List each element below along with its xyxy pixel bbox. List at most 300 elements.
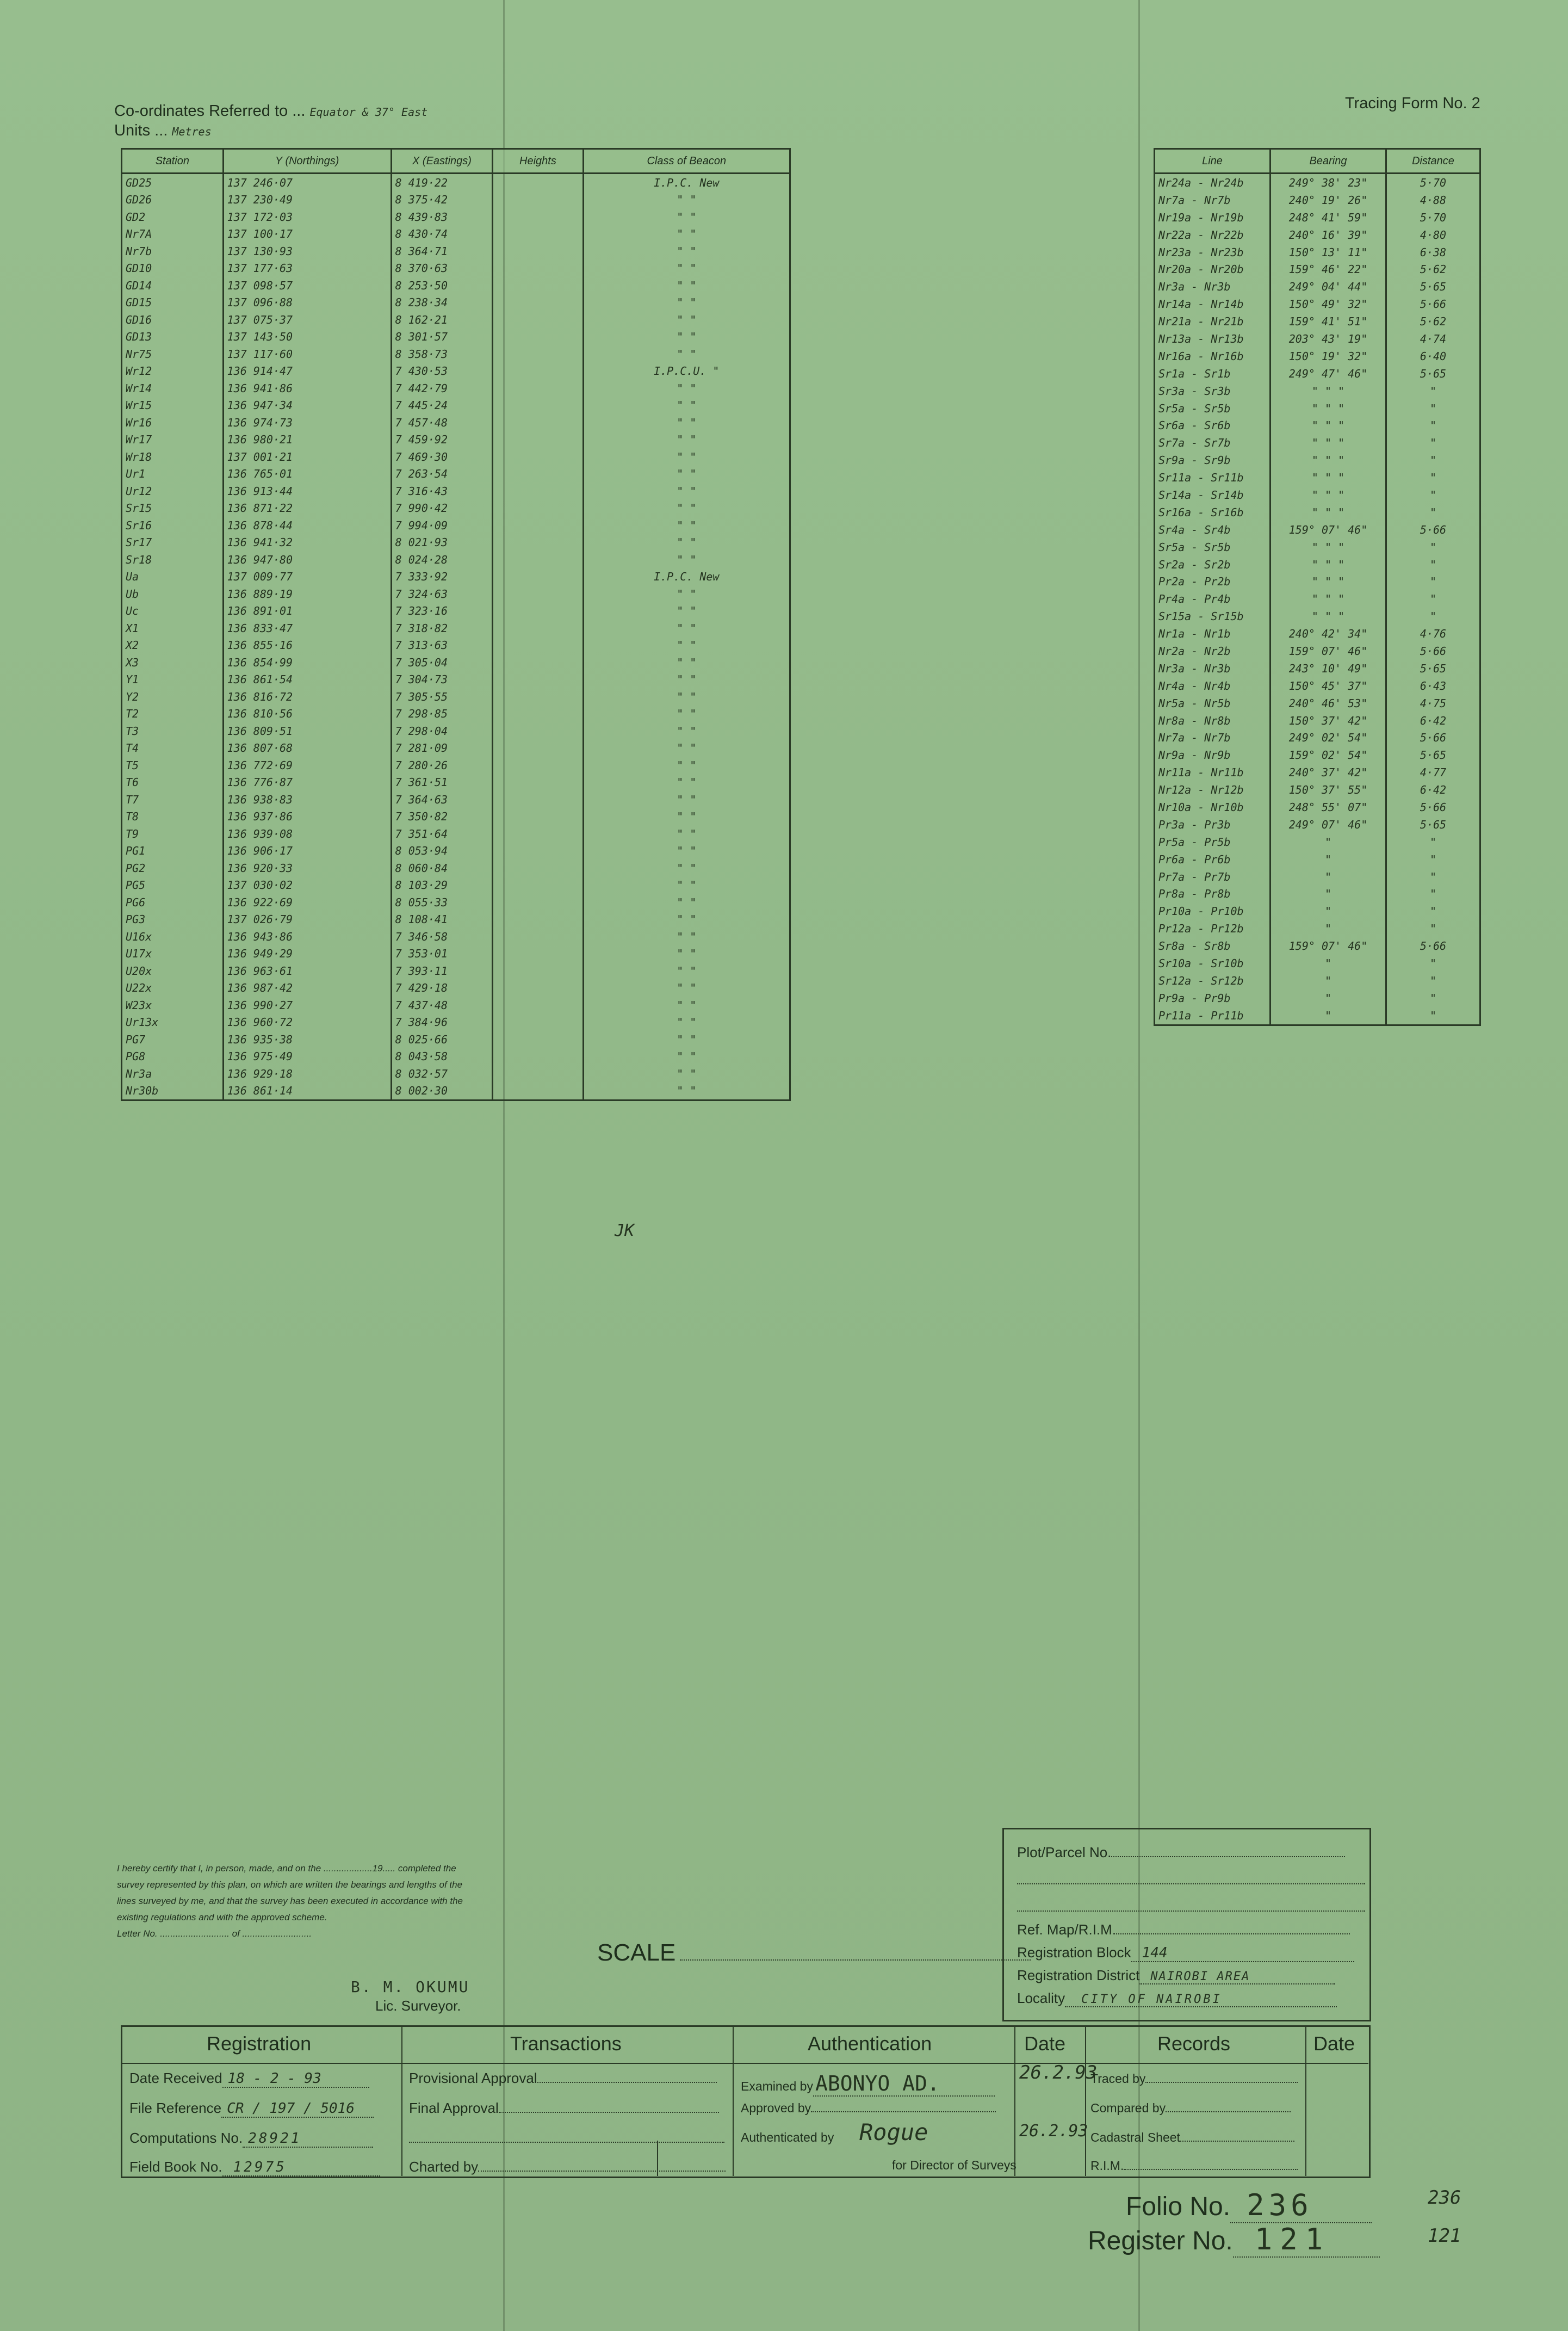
height-cell	[493, 860, 583, 877]
authenticated-date: 26.2.93	[1019, 2122, 1088, 2141]
easting-cell: 8 108·41	[391, 911, 493, 929]
line-cell: Sr10a - Sr10b	[1155, 955, 1270, 972]
station-cell: T9	[122, 825, 224, 843]
line-cell: Nr13a - Nr13b	[1155, 330, 1270, 348]
easting-cell: 7 318·82	[391, 620, 493, 637]
distance-cell: 5·65	[1386, 365, 1480, 382]
easting-cell: 8 358·73	[391, 345, 493, 363]
beacon-class-cell: " "	[583, 945, 790, 963]
distance-cell: 4·74	[1386, 330, 1480, 348]
distance-cell: "	[1386, 590, 1480, 608]
station-cell: Ur12	[122, 483, 224, 500]
table-row	[122, 774, 790, 792]
table-row	[122, 363, 790, 380]
beacon-class-cell: " "	[583, 791, 790, 808]
line-cell: Sr4a - Sr4b	[1155, 521, 1270, 539]
easting-cell: 7 316·43	[391, 483, 493, 500]
records-title: Records	[1157, 2032, 1231, 2055]
line-cell: Sr3a - Sr3b	[1155, 382, 1270, 400]
line-cell: Sr1a - Sr1b	[1155, 365, 1270, 382]
northing-cell: 137 096·88	[223, 294, 391, 312]
height-cell	[493, 654, 583, 671]
line-cell: Sr15a - Sr15b	[1155, 608, 1270, 625]
easting-cell: 7 350·82	[391, 808, 493, 826]
line-cell: Sr9a - Sr9b	[1155, 452, 1270, 469]
northing-cell: 136 810·56	[223, 706, 391, 723]
height-cell	[493, 962, 583, 980]
northing-cell: 136 776·87	[223, 774, 391, 792]
station-cell: Nr3a	[122, 1065, 224, 1083]
auth-date-title: Date	[1024, 2032, 1066, 2055]
line-cell: Nr23a - Nr23b	[1155, 244, 1270, 261]
bearing-cell: "	[1270, 1007, 1386, 1025]
height-cell	[493, 397, 583, 415]
station-cell: GD13	[122, 329, 224, 346]
table-row	[1155, 902, 1480, 920]
northing-cell: 137 009·77	[223, 568, 391, 586]
bearing-cell: 240° 19' 26"	[1270, 191, 1386, 209]
table-row	[1155, 486, 1480, 504]
height-cell	[493, 174, 583, 191]
station-cell: U22x	[122, 980, 224, 997]
line-cell: Sr14a - Sr14b	[1155, 486, 1270, 504]
table-row	[122, 671, 790, 689]
table-row	[122, 585, 790, 603]
table-row	[122, 962, 790, 980]
northing-cell: 136 949·29	[223, 945, 391, 963]
transactions-title: Transactions	[510, 2032, 622, 2055]
height-cell	[493, 363, 583, 380]
distance-cell: "	[1386, 573, 1480, 590]
bearing-cell: 249° 07' 46"	[1270, 816, 1386, 833]
table-row	[122, 706, 790, 723]
height-cell	[493, 208, 583, 226]
easting-cell: 8 419·22	[391, 174, 493, 191]
col-line: Line	[1155, 149, 1270, 174]
station-cell: PG2	[122, 860, 224, 877]
northing-cell: 136 871·22	[223, 500, 391, 517]
station-cell: PG7	[122, 1031, 224, 1048]
northing-cell: 136 929·18	[223, 1065, 391, 1083]
easting-cell: 8 060·84	[391, 860, 493, 877]
northing-cell: 136 963·61	[223, 962, 391, 980]
line-cell: Nr7a - Nr7b	[1155, 191, 1270, 209]
director-label: for Director of Surveys	[892, 2158, 1017, 2172]
northing-cell: 136 947·34	[223, 397, 391, 415]
easting-cell: 7 393·11	[391, 962, 493, 980]
beacon-class-cell: " "	[583, 928, 790, 945]
distance-cell: "	[1386, 833, 1480, 851]
beacon-class-cell: " "	[583, 345, 790, 363]
bearing-cell: 159° 41' 51"	[1270, 313, 1386, 330]
distance-cell: 5·62	[1386, 261, 1480, 278]
station-cell: T4	[122, 740, 224, 757]
distance-cell: "	[1386, 504, 1480, 521]
rim-field: R.I.M.	[1090, 2159, 1298, 2173]
table-row	[122, 483, 790, 500]
station-cell: Ub	[122, 585, 224, 603]
beacon-class-cell: " "	[583, 706, 790, 723]
table-row	[122, 740, 790, 757]
table-row	[122, 945, 790, 963]
station-cell: X2	[122, 637, 224, 654]
table-row	[122, 808, 790, 826]
northing-cell: 136 941·86	[223, 380, 391, 397]
line-cell: Sr12a - Sr12b	[1155, 972, 1270, 990]
easting-cell: 7 304·73	[391, 671, 493, 689]
table-row	[1155, 937, 1480, 955]
northing-cell: 136 906·17	[223, 843, 391, 860]
easting-cell: 7 346·58	[391, 928, 493, 945]
table-row	[1155, 174, 1480, 191]
line-cell: Sr2a - Sr2b	[1155, 556, 1270, 573]
line-cell: Sr6a - Sr6b	[1155, 417, 1270, 434]
distance-cell: 6·38	[1386, 244, 1480, 261]
surveyor-title: Lic. Surveyor.	[375, 1998, 461, 2014]
table-row	[122, 620, 790, 637]
locality-field: Locality CITY OF NAIROBI	[1017, 1990, 1337, 2007]
bearing-cell: 159° 46' 22"	[1270, 261, 1386, 278]
table-row	[122, 928, 790, 945]
station-cell: X1	[122, 620, 224, 637]
station-cell: Nr75	[122, 345, 224, 363]
easting-cell: 7 442·79	[391, 380, 493, 397]
table-row	[122, 654, 790, 671]
beacon-class-cell: " "	[583, 397, 790, 415]
station-cell: Wr16	[122, 414, 224, 431]
distance-cell: "	[1386, 539, 1480, 556]
line-cell: Nr22a - Nr22b	[1155, 226, 1270, 244]
records-date-title: Date	[1313, 2032, 1355, 2055]
table-row	[1155, 226, 1480, 244]
northing-cell: 136 960·72	[223, 1014, 391, 1031]
station-cell: T7	[122, 791, 224, 808]
table-row	[1155, 833, 1480, 851]
table-row	[122, 997, 790, 1014]
easting-cell: 7 445·24	[391, 397, 493, 415]
distance-cell: 6·42	[1386, 781, 1480, 799]
table-row	[122, 791, 790, 808]
beacon-class-cell: " "	[583, 260, 790, 277]
beacon-class-cell: " "	[583, 620, 790, 637]
height-cell	[493, 688, 583, 706]
bearing-cell: " " "	[1270, 539, 1386, 556]
bearing-cell: 249° 02' 54"	[1270, 729, 1386, 747]
easting-cell: 7 457·48	[391, 414, 493, 431]
northing-cell: 136 922·69	[223, 894, 391, 911]
transactions-blank-line	[409, 2130, 724, 2147]
easting-cell: 7 298·85	[391, 706, 493, 723]
height-cell	[493, 808, 583, 826]
northing-cell: 136 914·47	[223, 363, 391, 380]
beacon-class-cell: " "	[583, 603, 790, 620]
easting-cell: 8 053·94	[391, 843, 493, 860]
beacon-class-cell: " "	[583, 294, 790, 312]
beacon-class-cell: " "	[583, 877, 790, 894]
table-row	[1155, 400, 1480, 417]
beacon-class-cell: " "	[583, 1065, 790, 1083]
height-cell	[493, 568, 583, 586]
beacon-class-cell: " "	[583, 380, 790, 397]
table-row	[122, 1065, 790, 1083]
table-row	[1155, 504, 1480, 521]
table-row	[1155, 539, 1480, 556]
table-row	[122, 500, 790, 517]
height-cell	[493, 294, 583, 312]
authentication-signature: Rogue	[859, 2119, 928, 2145]
table-row	[1155, 799, 1480, 816]
station-cell: PG6	[122, 894, 224, 911]
bearing-cell: " " "	[1270, 382, 1386, 400]
table-row	[122, 843, 790, 860]
beacon-class-cell: " "	[583, 243, 790, 260]
easting-cell: 8 430·74	[391, 226, 493, 243]
height-cell	[493, 380, 583, 397]
beacon-class-cell: " "	[583, 1031, 790, 1048]
beacon-class-cell: I.P.C. New	[583, 568, 790, 586]
distance-cell: 6·42	[1386, 712, 1480, 729]
height-cell	[493, 329, 583, 346]
distance-cell: "	[1386, 1007, 1480, 1025]
beacon-class-cell: " "	[583, 962, 790, 980]
bearing-cell: "	[1270, 920, 1386, 937]
bearing-cell: 240° 46' 53"	[1270, 695, 1386, 712]
table-row	[1155, 365, 1480, 382]
easting-cell: 8 253·50	[391, 277, 493, 294]
station-cell: Uc	[122, 603, 224, 620]
registration-title: Registration	[207, 2032, 312, 2055]
line-cell: Pr5a - Pr5b	[1155, 833, 1270, 851]
northing-cell: 136 920·33	[223, 860, 391, 877]
distance-cell: "	[1386, 886, 1480, 903]
bearing-cell: " " "	[1270, 504, 1386, 521]
beacon-class-cell: " "	[583, 551, 790, 568]
beacon-class-cell: " "	[583, 740, 790, 757]
table-row	[1155, 886, 1480, 903]
distance-cell: "	[1386, 434, 1480, 452]
easting-cell: 7 263·54	[391, 466, 493, 483]
beacon-class-cell: " "	[583, 483, 790, 500]
easting-cell: 7 429·18	[391, 980, 493, 997]
bearing-cell: " " "	[1270, 573, 1386, 590]
table-row	[1155, 781, 1480, 799]
cadastral-sheet-field: Cadastral Sheet	[1090, 2130, 1294, 2145]
ref-map-field: Ref. Map/R.I.M.	[1017, 1921, 1350, 1938]
table-row	[122, 1048, 790, 1066]
table-row	[1155, 868, 1480, 886]
table-row	[122, 568, 790, 586]
northing-cell: 136 833·47	[223, 620, 391, 637]
station-cell: X3	[122, 654, 224, 671]
distance-cell: 4·76	[1386, 625, 1480, 642]
easting-cell: 8 301·57	[391, 329, 493, 346]
easting-cell: 8 375·42	[391, 191, 493, 209]
col-heights: Heights	[493, 149, 583, 174]
easting-cell: 7 281·09	[391, 740, 493, 757]
bearing-cell: "	[1270, 868, 1386, 886]
file-reference-field: File Reference CR / 197 / 5016	[129, 2100, 374, 2118]
station-cell: GD14	[122, 277, 224, 294]
northing-cell: 137 177·63	[223, 260, 391, 277]
height-cell	[493, 277, 583, 294]
folio-field: Folio No. 236	[1126, 2188, 1372, 2223]
station-cell: GD10	[122, 260, 224, 277]
distance-cell: "	[1386, 902, 1480, 920]
distance-cell: 5·65	[1386, 816, 1480, 833]
distance-cell: "	[1386, 990, 1480, 1007]
col-distance: Distance	[1386, 149, 1480, 174]
distance-cell: 6·43	[1386, 677, 1480, 695]
station-cell: Ua	[122, 568, 224, 586]
table-row	[122, 637, 790, 654]
table-row	[1155, 712, 1480, 729]
northing-cell: 136 990·27	[223, 997, 391, 1014]
bearing-cell: " " "	[1270, 608, 1386, 625]
distance-cell: 5·65	[1386, 660, 1480, 677]
distance-cell: "	[1386, 382, 1480, 400]
table-row	[122, 534, 790, 552]
height-cell	[493, 603, 583, 620]
table-row	[1155, 313, 1480, 330]
certificate: I hereby certify that I, in person, made, and on the ...................19..... completed the survey represented by this plan, on which are written the bearings and lengths of the lines surveyed by me, and that the survey has been executed in accordance with the existing regulations and with the approved scheme. Letter No. ........................... of ...........................	[117, 1860, 476, 1942]
distance-cell: 5·66	[1386, 295, 1480, 313]
easting-cell: 7 990·42	[391, 500, 493, 517]
beacon-class-cell: " "	[583, 431, 790, 449]
bearing-cell: " " "	[1270, 469, 1386, 486]
northing-cell: 136 816·72	[223, 688, 391, 706]
bearing-cell: 240° 37' 42"	[1270, 764, 1386, 781]
table-row	[122, 877, 790, 894]
line-cell: Sr8a - Sr8b	[1155, 937, 1270, 955]
northing-cell: 136 809·51	[223, 722, 391, 740]
line-cell: Pr10a - Pr10b	[1155, 902, 1270, 920]
station-cell: PG8	[122, 1048, 224, 1066]
easting-cell: 7 353·01	[391, 945, 493, 963]
line-cell: Pr6a - Pr6b	[1155, 851, 1270, 868]
bearing-cell: 159° 07' 46"	[1270, 521, 1386, 539]
northing-cell: 136 938·83	[223, 791, 391, 808]
table-row	[1155, 590, 1480, 608]
bearing-cell: 240° 42' 34"	[1270, 625, 1386, 642]
northing-cell: 136 935·38	[223, 1031, 391, 1048]
table-row	[122, 825, 790, 843]
easting-cell: 7 323·16	[391, 603, 493, 620]
initials: JK	[615, 1221, 635, 1240]
registration-block-field: Registration Block 144	[1017, 1944, 1354, 1962]
table-row	[1155, 851, 1480, 868]
northing-cell: 136 941·32	[223, 534, 391, 552]
authentication-title: Authentication	[808, 2032, 932, 2055]
easting-cell: 7 333·92	[391, 568, 493, 586]
folio-margin-note: 236	[1428, 2187, 1461, 2209]
height-cell	[493, 980, 583, 997]
examined-date: 26.2.93	[1019, 2062, 1098, 2083]
northing-cell: 136 889·19	[223, 585, 391, 603]
table-row	[1155, 521, 1480, 539]
easting-cell: 7 361·51	[391, 774, 493, 792]
station-cell: T8	[122, 808, 224, 826]
height-cell	[493, 345, 583, 363]
easting-cell: 8 103·29	[391, 877, 493, 894]
northing-cell: 136 855·16	[223, 637, 391, 654]
station-cell: T6	[122, 774, 224, 792]
line-cell: Sr5a - Sr5b	[1155, 539, 1270, 556]
height-cell	[493, 843, 583, 860]
units-line: Units ... Metres	[114, 122, 212, 139]
height-cell	[493, 466, 583, 483]
bearing-cell: " " "	[1270, 417, 1386, 434]
bearing-cell: "	[1270, 833, 1386, 851]
station-cell: Sr17	[122, 534, 224, 552]
easting-cell: 7 313·63	[391, 637, 493, 654]
line-cell: Nr16a - Nr16b	[1155, 348, 1270, 365]
table-row	[122, 380, 790, 397]
table-row	[1155, 382, 1480, 400]
table-row	[1155, 990, 1480, 1007]
beacon-class-cell: " "	[583, 277, 790, 294]
easting-cell: 7 305·04	[391, 654, 493, 671]
easting-cell: 7 305·55	[391, 688, 493, 706]
northing-cell: 137 001·21	[223, 448, 391, 466]
computations-field: Computations No. 28921	[129, 2130, 373, 2148]
beacon-class-cell: " "	[583, 191, 790, 209]
station-cell: Sr18	[122, 551, 224, 568]
height-cell	[493, 620, 583, 637]
distance-cell: 5·70	[1386, 209, 1480, 226]
bearing-cell: 150° 45' 37"	[1270, 677, 1386, 695]
lines-table	[1154, 148, 1481, 1026]
authenticated-by-field: Authenticated by	[741, 2130, 834, 2144]
easting-cell: 8 025·66	[391, 1031, 493, 1048]
easting-cell: 7 298·04	[391, 722, 493, 740]
table-row	[1155, 608, 1480, 625]
distance-cell: 5·66	[1386, 799, 1480, 816]
table-row	[122, 345, 790, 363]
table-row	[1155, 261, 1480, 278]
table-row	[122, 603, 790, 620]
table-row	[1155, 278, 1480, 295]
table-row	[1155, 469, 1480, 486]
height-cell	[493, 928, 583, 945]
beacon-class-cell: " "	[583, 860, 790, 877]
distance-cell: "	[1386, 400, 1480, 417]
line-cell: Pr4a - Pr4b	[1155, 590, 1270, 608]
line-cell: Pr8a - Pr8b	[1155, 886, 1270, 903]
table-row	[122, 243, 790, 260]
northing-cell: 136 947·80	[223, 551, 391, 568]
distance-cell: 4·75	[1386, 695, 1480, 712]
bearing-cell: 203° 43' 19"	[1270, 330, 1386, 348]
height-cell	[493, 191, 583, 209]
of-label: of	[232, 1928, 240, 1939]
distance-cell: 5·70	[1386, 174, 1480, 191]
table-row	[1155, 556, 1480, 573]
easting-cell: 8 043·58	[391, 1048, 493, 1066]
height-cell	[493, 243, 583, 260]
northing-cell: 136 974·73	[223, 414, 391, 431]
station-cell: PG5	[122, 877, 224, 894]
height-cell	[493, 226, 583, 243]
height-cell	[493, 483, 583, 500]
northing-cell: 136 943·86	[223, 928, 391, 945]
height-cell	[493, 448, 583, 466]
bearing-cell: 150° 49' 32"	[1270, 295, 1386, 313]
station-cell: Sr15	[122, 500, 224, 517]
line-cell: Pr9a - Pr9b	[1155, 990, 1270, 1007]
easting-cell: 8 162·21	[391, 311, 493, 329]
station-cell: GD26	[122, 191, 224, 209]
distance-cell: 5·66	[1386, 937, 1480, 955]
